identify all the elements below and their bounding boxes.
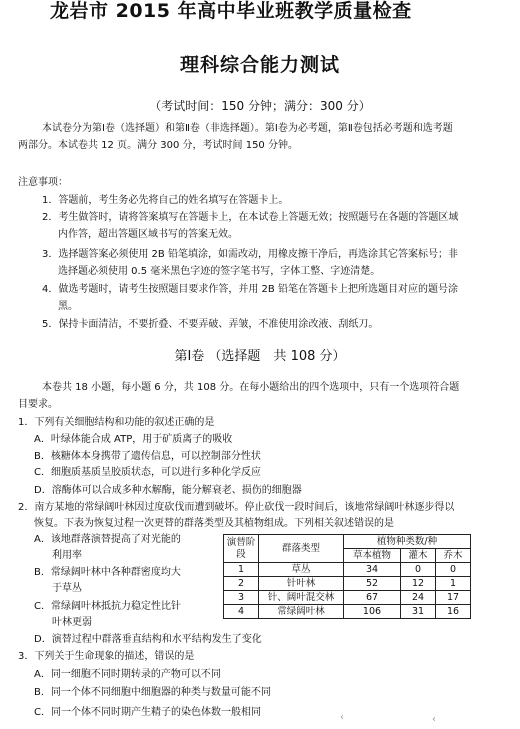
- table-row: [224, 563, 471, 577]
- notes-heading: 注意事项：: [18, 177, 68, 188]
- table-cell: 4: [224, 605, 259, 619]
- table-cell: 1: [436, 577, 471, 591]
- q3-option-c: C．同一个体不同时期产生精子的染色体数一般相同: [34, 707, 261, 718]
- note-line: 1．答题前，考生务必先将自己的姓名填写在答题卡上。: [42, 195, 289, 206]
- q2-stem: 2．南方某地的常绿阔叶林因过度砍伐而遭到破坏。停止砍伐一段时间后，该地常绿阔叶林逐步得以: [18, 502, 455, 513]
- q1-stem: 1．下列有关细胞结构和功能的叙述正确的是: [18, 417, 215, 428]
- table-cell: 34: [344, 563, 401, 577]
- table-cell: 1: [224, 563, 259, 577]
- note-line: 4．做选考题时，请考生按照题目要求作答，并用 2B 铅笔在答题卡上把所选题目对应的题号涂: [42, 284, 458, 295]
- q3-option-a: A．同一细胞不同时期转录的产物可以不同: [34, 669, 221, 680]
- subject-title: 理科综合能力测试: [179, 54, 340, 76]
- table-cell: 草丛: [259, 563, 344, 577]
- table-cell: 67: [344, 591, 401, 605]
- table-cell: 24: [401, 591, 436, 605]
- note-line: 黑。: [58, 301, 78, 312]
- table-cell: 17: [436, 591, 471, 605]
- scan-mark: ‹: [432, 714, 436, 725]
- q1-option-a: A．叶绿体能合成 ATP，用于矿质离子的吸收: [34, 434, 233, 445]
- q1-option-c: C．细胞质基质呈胶质状态，可以进行多种化学反应: [34, 467, 261, 478]
- note-line: 5．保持卡面清洁，不要折叠、不要弄破、弄皱，不准使用涂改液、刮纸刀。: [42, 319, 379, 330]
- table-cell: 0: [401, 563, 436, 577]
- table-cell: 0: [436, 563, 471, 577]
- table-subheader: 乔木: [436, 549, 471, 563]
- table-header-type: 群落类型: [259, 535, 344, 563]
- table-cell: 12: [401, 577, 436, 591]
- note-line: 2．考生做答时，请将答案填写在答题卡上，在本试卷上答题无效；按照题号在各题的答题区域: [42, 212, 459, 223]
- q2-option-b: B．常绿阔叶林中各种群密度均大: [34, 567, 181, 578]
- section-title: 第Ⅰ卷 （选择题 共 108 分）: [174, 349, 346, 364]
- table-subheader: 灌木: [401, 549, 436, 563]
- scan-mark: ‹: [340, 712, 344, 723]
- q2-option-d: D．演替过程中群落垂直结构和水平结构发生了变化: [34, 634, 262, 645]
- table-cell: 常绿阔叶林: [259, 605, 344, 619]
- species-table: [223, 534, 471, 619]
- exam-title: 龙岩市 2015 年高中毕业班教学质量检查: [50, 0, 412, 22]
- q2-option-a: A．该地群落演替提高了对光能的: [34, 534, 181, 545]
- table-row: [224, 577, 471, 591]
- table-header-species: 植物种类数/种: [344, 535, 471, 549]
- q1-option-d: D．溶酶体可以合成多种水解酶，能分解衰老、损伤的细胞器: [34, 485, 302, 496]
- intro-line: 两部分。本试卷共 12 页。满分 300 分，考试时间 150 分钟。: [18, 140, 298, 151]
- table-cell: 针叶林: [259, 577, 344, 591]
- time-info: （考试时间：150 分钟；满分：300 分）: [149, 99, 371, 113]
- table-cell: 31: [401, 605, 436, 619]
- table-cell: 106: [344, 605, 401, 619]
- note-line: 3．选择题答案必须使用 2B 铅笔填涂，如需改动，用橡皮擦干净后，再选涂其它答案标号；非: [42, 249, 458, 260]
- note-line: 内作答，超出答题区域书写的答案无效。: [58, 229, 238, 240]
- q2-option-a-cont: 利用率: [52, 550, 82, 561]
- note-line: 选择题必须使用 0.5 毫米黑色字迹的签字笔书写，字体工整、字迹清楚。: [58, 266, 381, 277]
- q2-option-c-cont: 叶林更弱: [52, 617, 92, 628]
- q2-option-b-cont: 于草丛: [52, 583, 82, 594]
- table-row: [224, 591, 471, 605]
- section-intro-line: 本卷共 18 小题，每小题 6 分，共 108 分。在每小题给出的四个选项中，只有一个选项符合题: [42, 382, 460, 393]
- q2-option-c: C．常绿阔叶林抵抗力稳定性比针: [34, 601, 181, 612]
- table-cell: 2: [224, 577, 259, 591]
- table-cell: 3: [224, 591, 259, 605]
- table-cell: 针、阔叶混交林: [259, 591, 344, 605]
- table-subheader: 草本植物: [344, 549, 401, 563]
- q3-option-b: B．同一个体不同细胞中细胞器的种类与数量可能不同: [34, 687, 271, 698]
- table-header-stage: 演替阶段: [224, 535, 259, 563]
- section-intro-line: 目要求。: [18, 399, 58, 410]
- q1-option-b: B．核糖体本身携带了遗传信息，可以控制部分性状: [34, 451, 261, 462]
- table-row: [224, 605, 471, 619]
- table-cell: 16: [436, 605, 471, 619]
- intro-line: 本试卷分为第Ⅰ卷（选择题）和第Ⅱ卷（非选择题）。第Ⅰ卷为必考题，第Ⅱ卷包括必考题和选考题: [42, 123, 453, 134]
- q2-stem: 恢复。下表为恢复过程一次更替的群落类型及其植物组成。下列相关叙述错误的是: [34, 518, 394, 529]
- q3-stem: 3．下列关于生命现象的描述，错误的是: [18, 651, 195, 662]
- table-cell: 52: [344, 577, 401, 591]
